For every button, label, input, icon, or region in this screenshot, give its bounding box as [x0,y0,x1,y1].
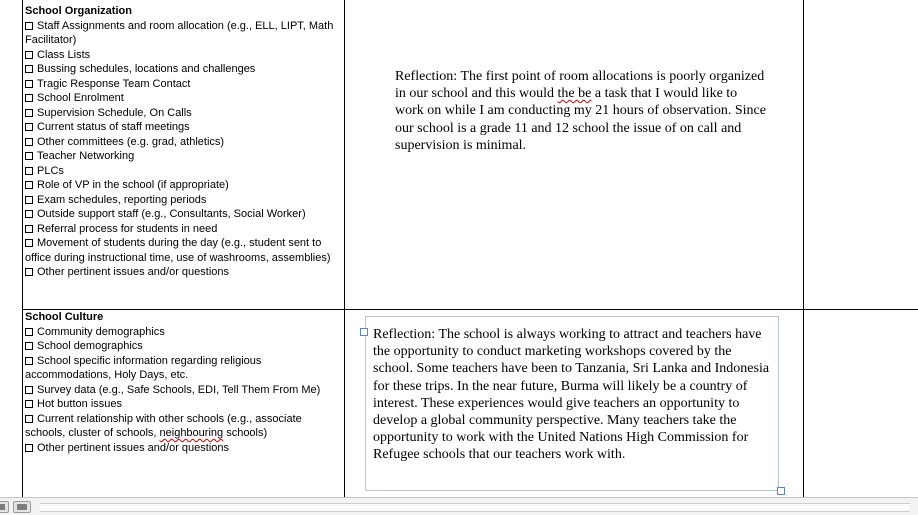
checklist-item[interactable] [25,383,343,398]
checklist-item-text-end: schools) [223,427,268,439]
checklist-item-text: Outside support staff (e.g., Consultants, Social Worker) [37,208,306,220]
school-organization-title: School Organization [25,5,132,17]
text-box-resize-handle-bottom-right[interactable] [777,487,785,495]
checklist-item[interactable] [25,149,343,164]
print-layout-view-icon-glyph [17,504,27,510]
checklist-item-text: Movement of students during the day (e.g., student sent to office during instructional time, use of washrooms, assemblies) [25,237,331,264]
checklist-item[interactable] [25,236,343,265]
school-culture-cell [25,310,343,455]
checklist-item[interactable] [25,178,343,193]
school-organization-reflection[interactable] [395,68,767,154]
checklist-item[interactable] [25,325,343,340]
checkbox-icon[interactable] [25,400,33,408]
checkbox-icon[interactable] [25,51,33,59]
checklist-item[interactable] [25,193,343,208]
checklist-item-text: Other pertinent issues and/or questions [37,266,230,278]
checklist-item-text: Survey data (e.g., Safe Schools, EDI, Tell Them From Me) [37,383,321,396]
checklist-item-text: Class Lists [37,48,91,61]
checklist-item[interactable] [25,265,343,280]
checklist-item[interactable] [25,441,343,456]
spelling-flagged-text[interactable]: neighbouring [159,427,224,439]
checkbox-icon[interactable] [25,109,33,117]
checklist-item-text: Hot button issues [37,398,122,410]
checklist-item[interactable] [25,339,343,354]
draft-view-icon-glyph [0,504,5,510]
checkbox-icon[interactable] [25,268,33,276]
checkbox-icon[interactable] [25,123,33,131]
checkbox-icon[interactable] [25,225,33,233]
checklist-item[interactable] [25,91,343,106]
horizontal-scrollbar[interactable] [40,503,910,512]
checkbox-icon[interactable] [25,239,33,247]
checklist-item[interactable] [25,77,343,92]
checklist-item-text: School Enrolment [37,92,124,104]
checklist-item-text: Supervision Schedule, On Calls [37,106,192,119]
school-culture-title: School Culture [25,311,104,323]
checklist-item-text-start: Current relationship with other schools (e.g., associate schools, cluster of schools, [25,412,302,439]
draft-view-icon[interactable] [0,501,9,513]
checkbox-icon[interactable] [25,152,33,160]
checklist-item-text: Referral process for students in need [37,222,218,235]
checkbox-icon[interactable] [25,444,33,452]
text-box-resize-handle-top-left[interactable] [360,328,368,336]
checklist-item[interactable] [25,222,343,237]
checkbox-icon[interactable] [25,196,33,204]
school-culture-checklist [25,325,343,412]
checkbox-icon[interactable] [25,94,33,102]
grammar-flagged-text[interactable]: the be [557,86,592,102]
reflection-text-end: a task that I would like to work on while I am conducting my 21 hours of observation. Since our school is a grade 11 and 12 school the issue of on call and supervision is minimal. [395,86,766,153]
checklist-item-text: Tragic Response Team Contact [37,77,191,90]
checklist-item-text: Exam schedules, reporting periods [37,193,207,206]
checklist-item[interactable] [25,135,343,150]
table-border-left [22,0,23,497]
checkbox-icon[interactable] [25,357,33,365]
checkbox-icon[interactable] [25,342,33,350]
checkbox-icon[interactable] [25,80,33,88]
checkbox-icon[interactable] [25,328,33,336]
checkbox-icon[interactable] [25,22,33,30]
reflection-text-start: Reflection: The first point of room allocations is poorly organized in our school and this would [395,69,765,102]
checklist-item[interactable] [25,412,343,441]
checklist-item[interactable] [25,48,343,63]
table-border-col2 [803,0,804,497]
checklist-item-text: PLCs [37,164,64,177]
checkbox-icon[interactable] [25,181,33,189]
checkbox-icon[interactable] [25,386,33,394]
checklist-item-text: Other pertinent issues and/or questions [37,441,230,454]
checklist-item-text: School demographics [37,340,143,352]
checkbox-icon[interactable] [25,138,33,146]
checklist-item[interactable] [25,106,343,121]
school-culture-reflection[interactable]: Reflection: The school is always working to attract and teachers have the opportunity to conduct marketing workshops covered by the school. Some teachers have been to Tanzania, Sri Lanka and Indonesia for these trips. In the near future, Burma will likely be a country of interest. These experiences would give teachers an opportunity to develop a global community perspective. Many teachers take the opportunity to work with the United Nations High Commission for Refugee schools that our teachers work with. [373,327,770,463]
checklist-item[interactable] [25,207,343,222]
school-organization-cell [25,4,343,280]
checkbox-icon[interactable] [25,167,33,175]
checklist-item[interactable] [25,62,343,77]
checkbox-icon[interactable] [25,65,33,73]
status-bar [0,497,918,515]
table-border-col1 [344,0,345,497]
checklist-item[interactable] [25,354,343,383]
checklist-item-text: Community demographics [37,325,165,338]
checklist-item[interactable] [25,164,343,179]
checklist-item[interactable] [25,19,343,48]
checklist-item-text: School specific information regarding religious accommodations, Holy Days, etc. [25,354,262,381]
school-organization-checklist [25,19,343,280]
checklist-item[interactable] [25,120,343,135]
checklist-item-text: Other committees (e.g. grad, athletics) [37,135,225,148]
checkbox-icon[interactable] [25,210,33,218]
checklist-item-text: Staff Assignments and room allocation (e.g., ELL, LIPT, Math Facilitator) [25,19,334,46]
print-layout-view-icon[interactable] [13,501,31,513]
checklist-item-text: Role of VP in the school (if appropriate) [37,179,229,191]
checklist-item-text: Teacher Networking [37,150,135,162]
checklist-item-text: Current status of staff meetings [37,121,190,133]
checklist-item[interactable] [25,397,343,412]
checklist-item-text: Bussing schedules, locations and challenges [37,63,256,75]
checkbox-icon[interactable] [25,415,33,423]
